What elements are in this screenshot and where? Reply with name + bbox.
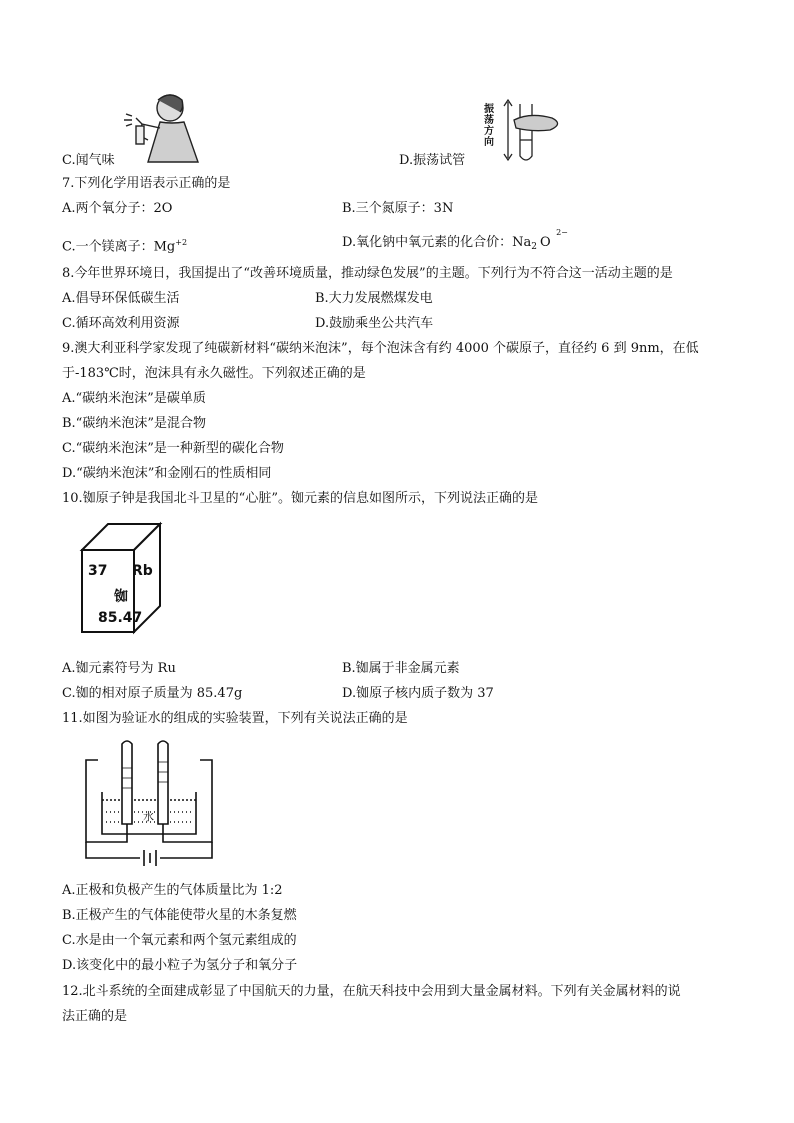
q7-option-c-text: C.一个镁离子：Mg	[62, 239, 176, 255]
q10-option-d: D.铷原子核内质子数为 37	[342, 686, 494, 701]
q10-option-c: C.铷的相对原子质量为 85.47g	[62, 686, 243, 701]
q8-option-d: D.鼓励乘坐公共汽车	[315, 316, 434, 331]
q9-option-a: A.“碳纳米泡沫”是碳单质	[62, 391, 206, 406]
q11-option-c: C.水是由一个氧元素和两个氢元素组成的	[62, 933, 297, 948]
smell-gas-figure	[118, 88, 212, 164]
q9-option-c: C.“碳纳米泡沫”是一种新型的碳化合物	[62, 441, 284, 456]
formula-valence: 2−	[556, 228, 568, 237]
q9-option-d: D.“碳纳米泡沫”和金刚石的性质相同	[62, 466, 272, 481]
q9-stem-line1: 9.澳大利亚科学家发现了纯碳新材料“碳纳米泡沫”，每个泡沫含有约 4000 个碳原子，直径约 6 到 9nm，在低	[62, 341, 699, 356]
q8-option-b: B.大力发展燃煤发电	[315, 291, 433, 306]
q8-option-a: A.倡导环保低碳生活	[62, 291, 180, 306]
q7-option-c-charge: +2	[175, 238, 188, 247]
q9-stem-line2: 于-183℃时，泡沫具有永久磁性。下列叙述正确的是	[62, 366, 366, 381]
shake-direction-label: 振荡方向	[484, 104, 494, 148]
q7-option-c	[62, 234, 187, 256]
electrolysis-apparatus	[80, 738, 220, 868]
element-atomic-number: 37	[88, 563, 108, 579]
q10-stem: 10.铷原子钟是我国北斗卫星的“心脏”。铷元素的信息如图所示，下列说法正确的是	[62, 491, 538, 506]
q10-option-b: B.铷属于非金属元素	[342, 661, 460, 676]
q10-option-a: A.铷元素符号为 Ru	[62, 661, 176, 676]
q7-option-d	[342, 228, 568, 253]
q7-option-d-text: D.氧化钠中氧元素的化合价：	[342, 235, 513, 250]
q6-option-d: D.振荡试管	[399, 153, 466, 168]
q11-option-b: B.正极产生的气体能使带火星的木条复燃	[62, 908, 297, 923]
q7-option-a: A.两个氧分子：2O	[62, 201, 173, 216]
water-label: 水	[143, 810, 154, 823]
q7-stem: 7.下列化学用语表示正确的是	[62, 176, 231, 191]
q11-option-d: D.该变化中的最小粒子为氢分子和氧分子	[62, 958, 298, 973]
q9-option-b: B.“碳纳米泡沫”是混合物	[62, 416, 206, 431]
q11-stem: 11.如图为验证水的组成的实验装置，下列有关说法正确的是	[62, 711, 408, 726]
formula-na: Na	[512, 235, 532, 250]
element-name: 铷	[114, 589, 128, 605]
q12-stem-line2: 法正确的是	[62, 1009, 128, 1024]
element-symbol: Rb	[132, 563, 153, 579]
q8-stem: 8.今年世界环境日，我国提出了“改善环境质量，推动绿色发展”的主题。下列行为不符合这一活动主题的是	[62, 266, 673, 281]
formula-sub: 2	[531, 242, 537, 252]
q6-option-c: C.闻气味	[62, 153, 115, 168]
q7-option-b: B.三个氮原子：3N	[342, 201, 454, 216]
q12-stem-line1: 12.北斗系统的全面建成彰显了中国航天的力量，在航天科技中会用到大量金属材料。下列有关金属材料的说	[62, 984, 681, 999]
q11-option-a: A.正极和负极产生的气体质量比为 1:2	[62, 883, 283, 898]
formula-o: O	[539, 235, 551, 250]
q8-option-c: C.循环高效利用资源	[62, 316, 180, 331]
element-atomic-mass: 85.47	[98, 610, 143, 626]
